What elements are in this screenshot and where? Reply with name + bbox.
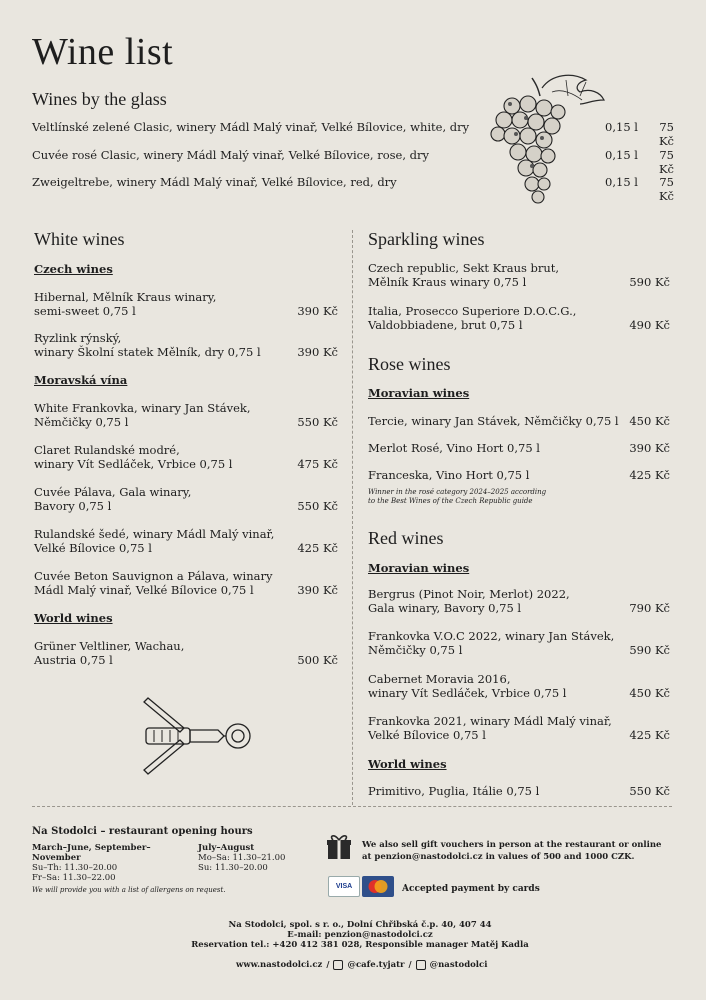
hours-line: Mo–Sa: 11.30–21.00 xyxy=(198,853,286,863)
opening-hours-season-2 xyxy=(198,843,308,873)
wine-price: 450 Kč xyxy=(629,414,670,428)
wine-volume: 0,15 l xyxy=(605,175,638,189)
wine-detail: Němčičky 0,75 l xyxy=(368,643,463,657)
wine-price: 450 Kč xyxy=(629,686,670,700)
wine-detail: Bavory 0,75 l xyxy=(34,499,112,513)
season-title: July–August xyxy=(198,843,255,853)
wine-price: 590 Kč xyxy=(629,643,670,657)
grapes-illustration xyxy=(482,70,612,215)
voucher-info xyxy=(362,839,682,863)
wine-detail: Valdobbiadene, brut 0,75 l xyxy=(368,318,523,332)
list-item xyxy=(34,485,294,513)
wine-price: 425 Kč xyxy=(629,728,670,742)
wine-name: Frankovka V.O.C 2022, winary Jan Stávek, xyxy=(368,629,615,643)
wine-price: 490 Kč xyxy=(629,318,670,332)
company-line: E-mail: penzion@nastodolci.cz xyxy=(287,930,433,940)
wine-name: Czech republic, Sekt Kraus brut, xyxy=(368,261,560,275)
website-link[interactable]: www.nastodolci.cz xyxy=(236,960,323,970)
list-item xyxy=(34,401,294,429)
wine-name: Veltlínské zelené Clasic, winery Mádl Malý vinař, Velké Bílovice, white, dry xyxy=(32,120,470,134)
wine-name: Tercie, winary Jan Stávek, Němčičky 0,75 l xyxy=(368,414,619,428)
wine-name: Cuvée rosé Clasic, winery Mádl Malý vinař, Velké Bílovice, rose, dry xyxy=(32,148,429,162)
footer-divider xyxy=(32,806,672,807)
wine-name: Cabernet Moravia 2016, xyxy=(368,672,511,686)
wine-detail: Velké Bílovice 0,75 l xyxy=(368,728,486,742)
wine-price: 75 Kč xyxy=(658,148,674,176)
list-item xyxy=(34,639,294,667)
visa-card-icon xyxy=(328,876,360,897)
white-wines-heading: White wines xyxy=(34,229,125,249)
wine-detail: Mělník Kraus winary 0,75 l xyxy=(368,275,527,289)
wine-name: Zweigeltrebe, winery Mádl Malý vinař, Velké Bílovice, red, dry xyxy=(32,175,397,189)
wine-price: 500 Kč xyxy=(297,653,338,667)
voucher-line: at penzion@nastodolci.cz in values of 500 and 1000 CZK. xyxy=(362,852,635,862)
wine-name: Primitivo, Puglia, Itálie 0,75 l xyxy=(368,784,540,798)
wine-price: 425 Kč xyxy=(629,468,670,482)
wine-name: Bergrus (Pinot Noir, Merlot) 2022, xyxy=(368,587,570,601)
page-title: Wine list xyxy=(32,31,174,73)
wine-price: 390 Kč xyxy=(629,441,670,455)
wine-detail: winary Vít Sedláček, Vrbice 0,75 l xyxy=(34,457,233,471)
mastercard-icon xyxy=(362,876,394,897)
wine-price: 550 Kč xyxy=(297,499,338,513)
wine-name: Ryzlink rýnský, xyxy=(34,331,122,345)
instagram-icon xyxy=(416,960,426,970)
wine-name: Hibernal, Mělník Kraus winary, xyxy=(34,290,217,304)
gift-icon xyxy=(326,833,352,861)
wine-detail: winary Školní statek Mělník, dry 0,75 l xyxy=(34,345,261,359)
wine-detail: semi-sweet 0,75 l xyxy=(34,304,136,318)
list-item xyxy=(34,527,294,555)
wine-price: 475 Kč xyxy=(297,457,338,471)
wine-detail: Mádl Malý vinař, Velké Bílovice 0,75 l xyxy=(34,583,254,597)
wine-price: 390 Kč xyxy=(297,304,338,318)
world-wines-subheading: World wines xyxy=(34,611,113,625)
wine-detail: Austria 0,75 l xyxy=(34,653,113,667)
visa-label: VISA xyxy=(335,883,353,890)
instagram-link-cafe[interactable]: @cafe.tyjatr xyxy=(347,960,405,970)
list-item xyxy=(34,569,294,597)
wine-price: 550 Kč xyxy=(629,784,670,798)
award-note-line: to the Best Wines of the Czech Republic guide xyxy=(368,497,533,505)
wine-name: Claret Rulandské modré, xyxy=(34,443,180,457)
company-info xyxy=(150,920,570,950)
wine-price: 590 Kč xyxy=(629,275,670,289)
instagram-link-nastodolci[interactable]: @nastodolci xyxy=(429,960,488,970)
by-glass-heading: Wines by the glass xyxy=(32,89,167,109)
company-line: Reservation tel.: +420 412 381 028, Responsible manager Matěj Kadla xyxy=(191,940,529,950)
hours-line: Su–Th: 11.30–20.00 xyxy=(32,863,118,873)
czech-wines-subheading: Czech wines xyxy=(34,262,113,276)
voucher-line: We also sell gift vouchers in person at the restaurant or online xyxy=(362,840,662,850)
wine-name: Franceska, Vino Hort 0,75 l xyxy=(368,468,530,482)
opening-hours-season-1 xyxy=(32,843,192,883)
wine-volume: 0,15 l xyxy=(605,148,638,162)
list-item xyxy=(368,304,628,332)
social-links xyxy=(236,960,496,970)
rose-wines-heading: Rose wines xyxy=(368,354,451,374)
wine-detail: Gala winary, Bavory 0,75 l xyxy=(368,601,522,615)
separator: / xyxy=(326,960,330,970)
wine-price: 390 Kč xyxy=(297,583,338,597)
company-line: Na Stodolci, spol. s r. o., Dolní Chřibská č.p. 40, 407 44 xyxy=(228,920,492,930)
red-world-subheading: World wines xyxy=(368,757,447,771)
list-item xyxy=(368,587,628,615)
sparkling-wines-heading: Sparkling wines xyxy=(368,229,485,249)
list-item xyxy=(368,629,630,657)
list-item xyxy=(34,290,294,318)
payment-info: Accepted payment by cards xyxy=(402,884,540,894)
season-title: March–June, September–November xyxy=(32,843,151,863)
wine-price: 550 Kč xyxy=(297,415,338,429)
wine-name: Rulandské šedé, winary Mádl Malý vinař, xyxy=(34,527,275,541)
list-item xyxy=(34,443,294,471)
wine-name: Italia, Prosecco Superiore D.O.C.G., xyxy=(368,304,577,318)
allergens-note: We will provide you with a list of allergens on request. xyxy=(32,886,226,894)
red-wines-heading: Red wines xyxy=(368,528,444,548)
moravian-wines-subheading: Moravská vína xyxy=(34,373,128,387)
list-item xyxy=(368,714,630,742)
list-item xyxy=(34,331,294,359)
column-divider xyxy=(352,230,353,805)
wine-price: 790 Kč xyxy=(629,601,670,615)
list-item xyxy=(368,261,628,289)
rose-moravian-subheading: Moravian wines xyxy=(368,386,470,400)
wine-detail: Němčičky 0,75 l xyxy=(34,415,129,429)
hours-line: Su: 11.30–20.00 xyxy=(198,863,268,873)
list-item xyxy=(368,672,628,700)
award-note-line: Winner in the rosé category 2024–2025 according xyxy=(368,488,547,496)
separator: / xyxy=(408,960,412,970)
wine-name: Frankovka 2021, winary Mádl Malý vinař, xyxy=(368,714,612,728)
wine-price: 390 Kč xyxy=(297,345,338,359)
award-note xyxy=(368,488,648,506)
wine-detail: Velké Bílovice 0,75 l xyxy=(34,541,152,555)
wine-price: 75 Kč xyxy=(658,175,674,203)
wine-price: 425 Kč xyxy=(297,541,338,555)
wine-volume: 0,15 l xyxy=(605,120,638,134)
opening-hours-title: Na Stodolci – restaurant opening hours xyxy=(32,826,253,837)
wine-name: Grüner Veltliner, Wachau, xyxy=(34,639,185,653)
wine-name: Cuvée Beton Sauvignon a Pálava, winary xyxy=(34,569,273,583)
wine-name: Merlot Rosé, Vino Hort 0,75 l xyxy=(368,441,540,455)
red-moravian-subheading: Moravian wines xyxy=(368,561,470,575)
wine-name: White Frankovka, winary Jan Stávek, xyxy=(34,401,251,415)
wine-price: 75 Kč xyxy=(658,120,674,148)
corkscrew-illustration xyxy=(140,690,260,785)
hours-line: Fr–Sa: 11.30–22.00 xyxy=(32,873,116,883)
wine-name: Cuvée Pálava, Gala winary, xyxy=(34,485,192,499)
instagram-icon xyxy=(333,960,343,970)
wine-detail: winary Vít Sedláček, Vrbice 0,75 l xyxy=(368,686,567,700)
